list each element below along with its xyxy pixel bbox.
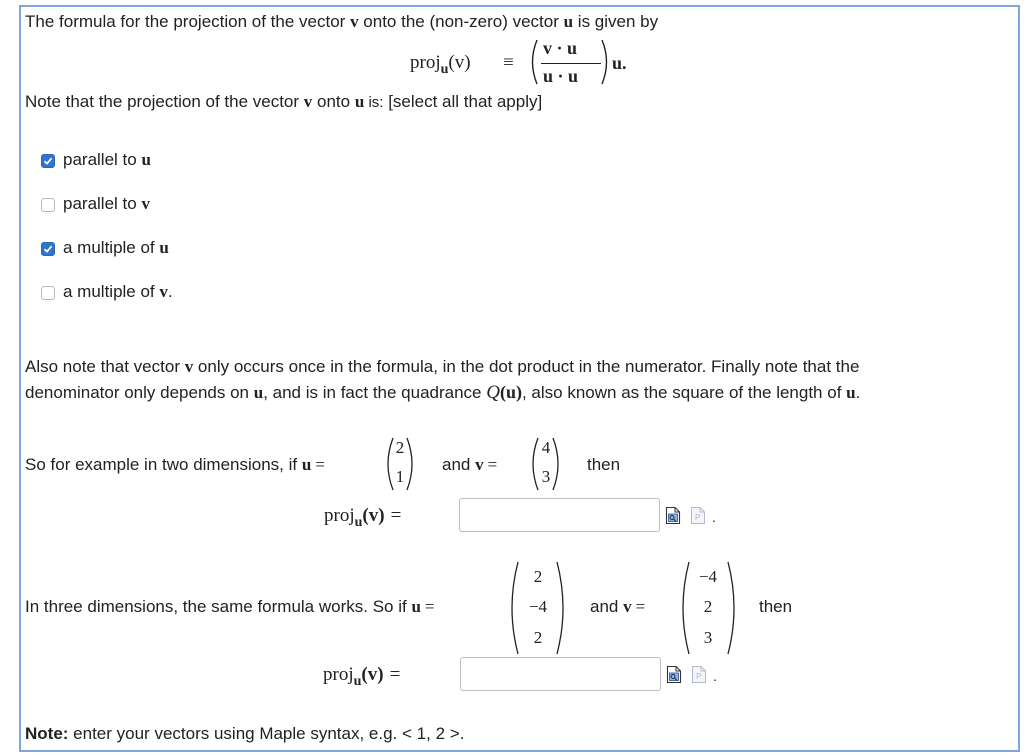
- quadrance-symbol: Q: [486, 382, 500, 403]
- option-parallel-to-v[interactable]: [41, 194, 241, 214]
- example-2d-then: then: [587, 455, 621, 474]
- option-symbol: v: [141, 194, 150, 213]
- v-vector-right-paren: [550, 436, 564, 492]
- v3-vector-entry: 3: [703, 628, 713, 647]
- note-text: enter your vectors using Maple syntax, e.g.: [68, 724, 403, 743]
- explanation-text: only occurs once in the formula, in the dot product in the numerator. Finally note that the: [193, 357, 860, 376]
- proj-text: proj: [410, 52, 441, 73]
- example-2d-lead: [25, 455, 325, 475]
- v3-vector-right-paren: [725, 560, 741, 656]
- preview-icon[interactable]: [666, 665, 682, 684]
- equals-sign: =: [424, 597, 435, 616]
- u3-vector-entry: 2: [533, 567, 543, 586]
- option-label: [63, 150, 151, 170]
- vector-u-symbol: u: [301, 455, 312, 474]
- explanation-text: denominator only depends on: [25, 383, 254, 402]
- u3-vector-entry: −4: [528, 597, 548, 616]
- check-icon: [43, 156, 53, 166]
- trailing-dot: .: [712, 509, 716, 525]
- check-icon: [43, 244, 53, 254]
- option-text: parallel to: [63, 194, 142, 213]
- example-3d-and: [590, 597, 645, 617]
- answer-3d-input[interactable]: [460, 657, 661, 691]
- v-vector-entry: 3: [541, 467, 551, 486]
- help-document-icon[interactable]: [690, 506, 706, 525]
- proj-subscript: u: [354, 515, 363, 530]
- prompt-text: onto: [312, 92, 355, 111]
- equiv-sign: ≡: [503, 52, 514, 73]
- svg-text:P: P: [695, 513, 701, 522]
- option-label: [63, 238, 169, 258]
- equals-sign: =: [635, 597, 646, 616]
- explanation-text: , and is in fact the quadrance: [263, 383, 487, 402]
- proj-text: proj: [324, 505, 355, 526]
- example-text: In three dimensions, the same formula works. So if: [25, 597, 412, 616]
- option-symbol: u: [141, 150, 151, 169]
- option-multiple-of-v[interactable]: [41, 282, 241, 302]
- prompt-text: [select all that apply]: [383, 92, 543, 111]
- explanation-text: , also known as the square of the length of: [521, 383, 847, 402]
- checkbox-multiple-of-u[interactable]: [41, 242, 55, 256]
- proj-text: proj: [323, 664, 354, 685]
- vector-v-symbol: v: [623, 597, 632, 616]
- preview-icon[interactable]: [665, 506, 681, 525]
- equals-sign: =: [315, 455, 325, 474]
- vector-v-symbol: v: [184, 357, 194, 376]
- intro-line: [25, 12, 658, 32]
- example-3d-lead: [25, 597, 435, 617]
- equals-sign: =: [389, 664, 401, 685]
- option-text: parallel to: [63, 150, 142, 169]
- v3-vector-entry: −4: [698, 567, 718, 586]
- fraction-bar: [541, 63, 601, 64]
- example-text: and: [590, 597, 624, 616]
- option-symbol: v: [159, 282, 168, 301]
- u3-vector-left-paren: [505, 560, 521, 656]
- answer-2d-input[interactable]: [459, 498, 660, 532]
- vector-u-symbol: u: [846, 383, 856, 402]
- svg-text:P: P: [696, 672, 702, 681]
- u3-vector-entry: 2: [533, 628, 543, 647]
- u3-vector-right-paren: [554, 560, 570, 656]
- equals-sign: =: [487, 455, 498, 474]
- example-2d-and: [442, 455, 497, 475]
- prompt-text: Note that the projection of the vector: [25, 92, 304, 111]
- explanation-line-1: [25, 357, 859, 377]
- note-label: Note:: [25, 724, 69, 743]
- example-2d-proj-label: [324, 505, 401, 531]
- v-vector-entry: 4: [541, 438, 551, 457]
- vector-u-symbol: u: [354, 92, 365, 111]
- explanation-line-2: [25, 382, 860, 404]
- example-3d-proj-label: [323, 664, 400, 690]
- vector-u-symbol: u: [563, 12, 574, 31]
- vector-u-symbol: u: [411, 597, 421, 616]
- option-parallel-to-u[interactable]: [41, 150, 241, 170]
- vector-v-symbol: v: [475, 455, 484, 474]
- proj-arg: (v): [362, 505, 385, 526]
- proj-arg: (v): [448, 52, 471, 73]
- left-paren: [526, 38, 540, 86]
- option-suffix: .: [167, 282, 173, 301]
- intro-text: is given by: [573, 12, 659, 31]
- formula-tail: u.: [612, 53, 627, 73]
- explanation-text: .: [855, 383, 861, 402]
- u-vector-right-paren: [404, 436, 418, 492]
- proj-subscript: u: [440, 62, 449, 77]
- quadrance-arg: (u): [499, 382, 522, 402]
- example-text: So for example in two dimensions, if: [25, 455, 302, 474]
- option-label: [63, 282, 173, 302]
- checkbox-parallel-to-v[interactable]: [41, 198, 55, 212]
- option-label: [63, 194, 150, 214]
- u-vector-entry: 2: [395, 438, 405, 457]
- v3-vector-entry: 2: [703, 597, 713, 616]
- intro-text: The formula for the projection of the vector: [25, 12, 351, 31]
- checkbox-multiple-of-v[interactable]: [41, 286, 55, 300]
- note-text: .: [459, 724, 465, 743]
- option-text: a multiple of: [63, 282, 160, 301]
- footer-note: [25, 724, 464, 744]
- proj-subscript: u: [353, 674, 362, 689]
- help-document-icon[interactable]: [691, 665, 707, 684]
- vector-v-symbol: v: [350, 12, 359, 31]
- example-text: and: [442, 455, 476, 474]
- option-text: a multiple of: [63, 238, 160, 257]
- select-prompt: [25, 92, 542, 112]
- vector-v-symbol: v: [303, 92, 313, 111]
- option-symbol: u: [159, 238, 169, 257]
- u-vector-entry: 1: [395, 467, 405, 486]
- maple-syntax-example: < 1, 2 >: [402, 724, 460, 743]
- equals-sign: =: [390, 505, 402, 526]
- vector-u-symbol: u: [253, 383, 264, 402]
- fraction-denominator: u · u: [543, 66, 579, 86]
- checkbox-parallel-to-u[interactable]: [41, 154, 55, 168]
- v3-vector-left-paren: [676, 560, 692, 656]
- formula-lhs: [410, 52, 471, 78]
- right-paren: [599, 38, 613, 86]
- intro-text: onto the (non-zero) vector: [358, 12, 564, 31]
- proj-arg: (v): [361, 664, 384, 685]
- fraction-numerator: v · u: [543, 38, 578, 58]
- example-3d-then: then: [759, 597, 793, 616]
- trailing-dot: .: [713, 668, 717, 684]
- prompt-text: is:: [364, 94, 384, 111]
- option-multiple-of-u[interactable]: [41, 238, 241, 258]
- explanation-text: Also note that vector: [25, 357, 185, 376]
